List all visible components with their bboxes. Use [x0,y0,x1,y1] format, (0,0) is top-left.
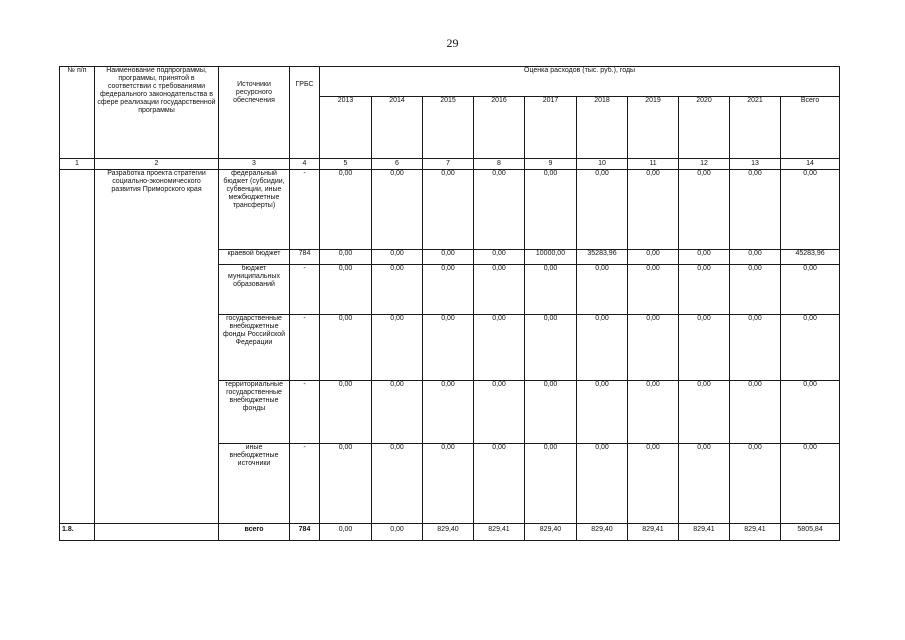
amount-cell: 0,00 [730,170,781,250]
amount-cell: 10000,00 [525,250,577,265]
amount-cell: 0,00 [679,250,730,265]
total-grbs: 784 [290,524,320,541]
header-year: 2016 [474,97,525,159]
amount-cell: 0,00 [372,250,423,265]
source-label: иные внебюджетные источники [219,444,290,524]
total-amount-cell: 829,41 [730,524,781,541]
total-amount-cell: 829,40 [423,524,474,541]
column-number: 10 [577,159,628,170]
total-name [95,524,219,541]
amount-cell: 0,00 [679,444,730,524]
header-estimate: Оценка расходов (тыс. руб.), годы [320,67,840,97]
amount-cell: 0,00 [474,444,525,524]
amount-cell: 0,00 [525,170,577,250]
header-year: 2021 [730,97,781,159]
amount-cell: 0,00 [372,444,423,524]
page-number: 29 [446,36,459,50]
column-number: 1 [60,159,95,170]
total-source-label: всего [219,524,290,541]
amount-cell: 0,00 [679,381,730,444]
amount-cell: 0,00 [423,170,474,250]
amount-cell: 0,00 [730,381,781,444]
total-amount-cell: 5805,84 [781,524,840,541]
column-number: 3 [219,159,290,170]
total-amount-cell: 829,40 [577,524,628,541]
amount-cell: 0,00 [730,315,781,381]
amount-cell: 0,00 [577,444,628,524]
total-amount-cell: 0,00 [372,524,423,541]
amount-cell: 0,00 [730,444,781,524]
amount-cell: 0,00 [781,444,840,524]
total-row-number: 1.8. [60,524,95,541]
amount-cell: 0,00 [423,250,474,265]
total-row [60,524,840,541]
amount-cell: 0,00 [781,265,840,315]
header-year: 2013 [320,97,372,159]
amount-cell: 0,00 [474,381,525,444]
grbs-value: - [290,170,320,250]
amount-cell: 0,00 [320,381,372,444]
amount-cell: 0,00 [372,315,423,381]
column-number: 12 [679,159,730,170]
amount-cell: 0,00 [525,315,577,381]
column-number: 6 [372,159,423,170]
column-number: 5 [320,159,372,170]
row-number-cell [60,170,95,524]
grbs-value: - [290,381,320,444]
amount-cell: 0,00 [628,381,679,444]
amount-cell: 0,00 [577,381,628,444]
amount-cell: 0,00 [679,170,730,250]
table-row [60,170,840,250]
column-number: 14 [781,159,840,170]
amount-cell: 0,00 [577,315,628,381]
total-amount-cell: 0,00 [320,524,372,541]
amount-cell: 0,00 [423,381,474,444]
grbs-value: - [290,265,320,315]
total-amount-cell: 829,41 [628,524,679,541]
amount-cell: 0,00 [781,170,840,250]
header-year: 2019 [628,97,679,159]
column-number: 2 [95,159,219,170]
header-year: 2014 [372,97,423,159]
column-number: 4 [290,159,320,170]
amount-cell: 0,00 [730,250,781,265]
amount-cell: 0,00 [781,381,840,444]
amount-cell: 0,00 [679,315,730,381]
amount-cell: 0,00 [525,265,577,315]
column-number: 9 [525,159,577,170]
amount-cell: 0,00 [372,381,423,444]
amount-cell: 0,00 [320,170,372,250]
grbs-value: - [290,444,320,524]
source-label: территориальные государственные внебюджетные фонды [219,381,290,444]
source-label: федеральный бюджет (субсидии, субвенции, иные межбюджетные трансферты) [219,170,290,250]
amount-cell: 0,00 [628,250,679,265]
amount-cell: 0,00 [423,315,474,381]
header-year: Всего [781,97,840,159]
column-number: 11 [628,159,679,170]
grbs-value: 784 [290,250,320,265]
amount-cell: 0,00 [781,315,840,381]
column-number: 7 [423,159,474,170]
grbs-value: - [290,315,320,381]
header-name: Наименование подпрограммы, программы, принятой в соответствии с требованиями федерального законодательства в сфере реализации государственной программы [95,67,219,159]
amount-cell: 0,00 [474,315,525,381]
amount-cell: 0,00 [628,265,679,315]
header-grbs: ГРБС [290,67,320,159]
amount-cell: 0,00 [577,265,628,315]
amount-cell: 0,00 [577,170,628,250]
amount-cell: 0,00 [730,265,781,315]
amount-cell: 0,00 [474,250,525,265]
amount-cell: 0,00 [628,444,679,524]
program-name: Разработка проекта стратегии социально-экономического развития Приморского края [95,170,219,524]
amount-cell: 0,00 [320,265,372,315]
header-year: 2020 [679,97,730,159]
header-year: 2018 [577,97,628,159]
amount-cell: 0,00 [474,170,525,250]
header-no: № п/п [60,67,95,159]
total-amount-cell: 829,41 [679,524,730,541]
amount-cell: 0,00 [423,444,474,524]
header-sources: Источники ресурсного обеспечения [219,67,290,159]
amount-cell: 35283,96 [577,250,628,265]
amount-cell: 0,00 [628,315,679,381]
header-year: 2017 [525,97,577,159]
total-amount-cell: 829,41 [474,524,525,541]
amount-cell: 0,00 [525,444,577,524]
amount-cell: 0,00 [320,444,372,524]
amount-cell: 0,00 [628,170,679,250]
source-label: государственные внебюджетные фонды Российской Федерации [219,315,290,381]
amount-cell: 45283,96 [781,250,840,265]
budget-table [59,66,840,541]
source-label: краевой бюджет [219,250,290,265]
source-label: бюджет муниципальных образований [219,265,290,315]
amount-cell: 0,00 [423,265,474,315]
column-number: 8 [474,159,525,170]
amount-cell: 0,00 [679,265,730,315]
amount-cell: 0,00 [474,265,525,315]
amount-cell: 0,00 [372,170,423,250]
total-amount-cell: 829,40 [525,524,577,541]
header-year: 2015 [423,97,474,159]
amount-cell: 0,00 [525,381,577,444]
column-number: 13 [730,159,781,170]
amount-cell: 0,00 [320,250,372,265]
amount-cell: 0,00 [372,265,423,315]
amount-cell: 0,00 [320,315,372,381]
